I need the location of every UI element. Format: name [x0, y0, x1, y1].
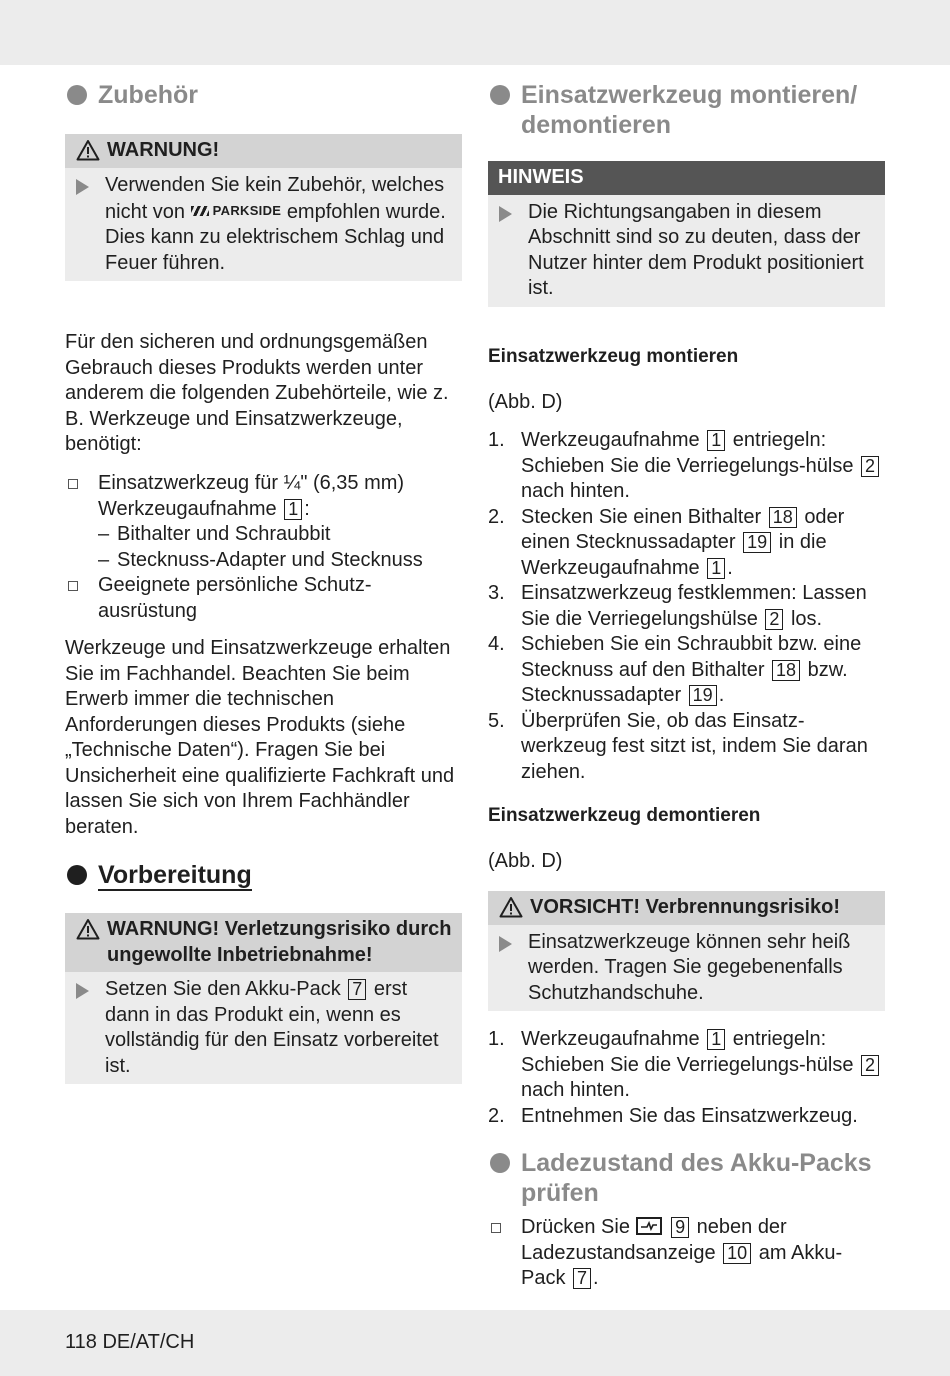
warning-body: Setzen Sie den Akku-Pack 7 erst dann in das Produkt ein, wenn es vollständig für den Einsatz vorbereitet ist. — [65, 972, 462, 1084]
part-ref: 18 — [769, 507, 797, 528]
bullet-dot-icon — [67, 85, 87, 105]
intro-paragraph: Für den sicheren und ordnungsgemäßen Gebrauch dieses Produkts werden unter anderem die folgenden Zubehörteile, wie z. B. Werkzeuge und Einsatzwerkzeuge, benötigt: — [65, 331, 449, 455]
part-ref: 2 — [861, 456, 879, 477]
arrow-bullet-icon — [76, 983, 89, 999]
arrow-bullet-icon — [76, 179, 89, 195]
part-ref: 1 — [707, 1029, 725, 1050]
list-item: 2. Stecken Sie einen Bithalter 18 oder einen Stecknussadapter 19 in die Werkzeugaufnahme 1 . — [488, 505, 845, 579]
subheading-montieren: Einsatzwerkzeug montieren — [488, 346, 739, 367]
part-ref: 9 — [671, 1217, 689, 1238]
list-item: 3. Einsatzwerkzeug festklemmen: Lassen Sie die Verriegelungshülse 2 los. — [488, 582, 867, 630]
accessory-list — [65, 471, 462, 624]
arrow-bullet-icon — [499, 936, 512, 952]
checkbox-square-icon — [68, 581, 78, 591]
heading-ladezustand: Ladezustand des Akku-Packs prüfen — [488, 1148, 885, 1208]
hinweis-header: HINWEIS — [488, 161, 885, 195]
list-item: 5. Überprüfen Sie, ob das Einsatz-werkzeug fest sitzt ist, indem Sie daran ziehen. — [488, 709, 868, 783]
caution-box — [488, 891, 885, 1011]
subheading-demontieren: Einsatzwerkzeug demontieren — [488, 805, 761, 826]
sub-list-item: – Stecknuss-Adapter und Stecknuss — [65, 548, 462, 574]
mount-steps — [488, 428, 885, 785]
part-ref: 7 — [348, 979, 366, 1000]
parkside-stripes-icon — [191, 206, 209, 216]
part-ref: 18 — [772, 660, 800, 681]
arrow-bullet-icon — [499, 206, 512, 222]
bullet-dot-icon — [67, 865, 87, 885]
figure-ref: (Abb. D) — [488, 391, 563, 413]
warning-box-vorbereitung — [65, 913, 462, 1084]
hinweis-box — [488, 161, 885, 307]
list-item: 2. Entnehmen Sie das Einsatzwerkzeug. — [488, 1104, 858, 1127]
heading-einsatzwerkzeug: Einsatzwerkzeug montieren/ demontieren — [488, 80, 885, 140]
list-item: Geeignete persönliche Schutz-ausrüstung — [65, 573, 462, 624]
checkbox-square-icon — [68, 479, 78, 489]
parkside-logo: PARKSIDE — [191, 198, 282, 224]
list-item: 1. Werkzeugaufnahme 1 entriegeln: Schieben Sie die Verriegelungs-hülse 2 nach hinten. — [488, 1027, 885, 1104]
demount-steps — [488, 1027, 885, 1129]
checkbox-square-icon — [491, 1223, 501, 1233]
warning-triangle-icon — [76, 918, 100, 940]
figure-ref: (Abb. D) — [488, 850, 563, 872]
part-ref: 2 — [861, 1055, 879, 1076]
page-number: 118 DE/AT/CH — [65, 1331, 195, 1353]
list-item: Drücken Sie 9 neben der Ladezustandsanzeige 10 am Akku-Pack 7 . — [488, 1215, 885, 1292]
top-band — [0, 0, 950, 65]
list-item: 1. Werkzeugaufnahme 1 entriegeln: Schieben Sie die Verriegelungs-hülse 2 nach hinten. — [488, 428, 885, 505]
part-ref: 1 — [707, 558, 725, 579]
hinweis-body: Die Richtungsangaben in diesem Abschnitt sind so zu deuten, dass der Nutzer hinter dem Produkt positioniert ist. — [488, 195, 885, 307]
footer-band — [0, 1310, 950, 1376]
part-ref: 19 — [743, 532, 771, 553]
part-ref: 19 — [689, 685, 717, 706]
outro-paragraph: Werkzeuge und Einsatzwerkzeuge erhalten Sie im Fachhandel. Beachten Sie beim Erwerb immer die technischen Anforderungen dieses Produkts (siehe „Technische Daten“). Fragen Sie bei Unsicherheit eine qualifizierte Fachkraft und lassen Sie sich von Ihrem Fachhändler beraten. — [65, 637, 455, 838]
warning-box-zubehoer — [65, 134, 462, 281]
sub-list-item: – Bithalter und Schraubbit — [65, 522, 462, 548]
battery-charge-button-icon — [636, 1217, 662, 1235]
list-item: Einsatzwerkzeug für ¼" (6,35 mm) Werkzeugaufnahme 1 : — [65, 471, 462, 522]
warning-triangle-icon — [76, 139, 100, 161]
bullet-dot-icon — [490, 1153, 510, 1173]
warning-header: WARNUNG! Verletzungsrisiko durch ungewollte Inbetriebnahme! — [65, 913, 462, 972]
part-ref: 10 — [723, 1243, 751, 1264]
warning-body: Verwenden Sie kein Zubehör, welches nicht von PARKSIDE empfohlen wurde. Dies kann zu elektrischem Schlag und Feuer führen. — [65, 168, 462, 282]
list-item: 4. Schieben Sie ein Schraubbit bzw. eine Stecknuss auf den Bithalter 18 bzw. Stecknussadapter 19 . — [488, 633, 862, 706]
caution-body: Einsatzwerkzeuge können sehr heiß werden. Tragen Sie gegebenenfalls Schutzhandschuhe. — [488, 925, 885, 1012]
caution-header: VORSICHT! Verbrennungsrisiko! — [488, 891, 885, 925]
warning-triangle-icon — [499, 896, 523, 918]
bullet-dot-icon — [490, 85, 510, 105]
part-ref: 2 — [765, 609, 783, 630]
part-ref: 1 — [707, 430, 725, 451]
charge-list — [488, 1215, 885, 1292]
part-ref: 1 — [284, 499, 302, 520]
part-ref: 7 — [573, 1268, 591, 1289]
warning-header: WARNUNG! — [65, 134, 462, 168]
heading-vorbereitung: Vorbereitung — [65, 860, 462, 890]
heading-zubehoer: Zubehör — [65, 80, 462, 110]
